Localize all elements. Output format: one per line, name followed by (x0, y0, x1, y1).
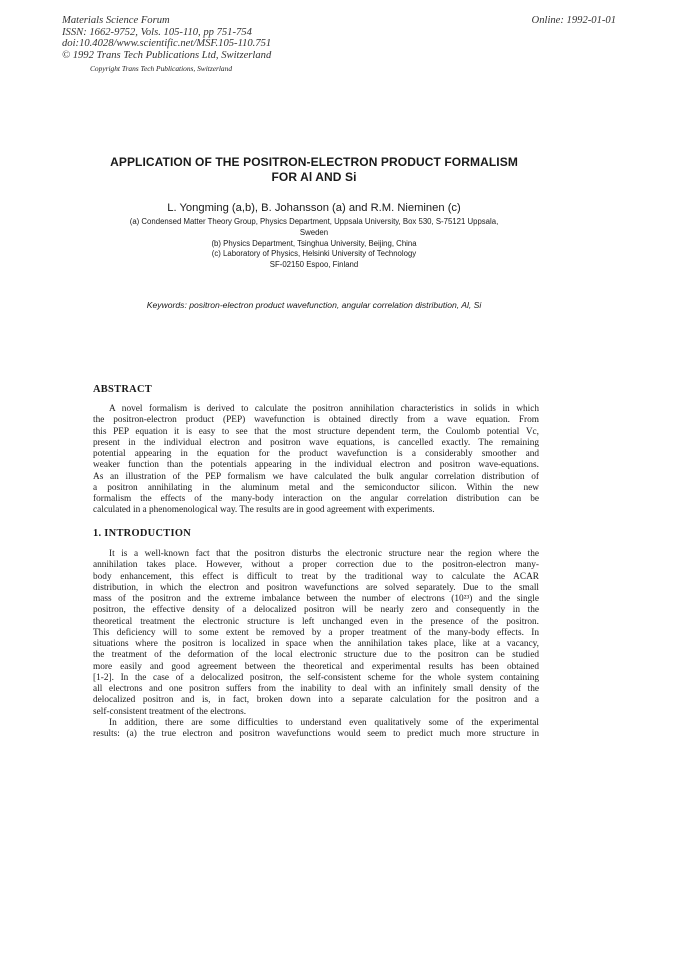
text-line: results: (a) the true electron and positron wavefunctions would seem to predict much more structure in (93, 729, 539, 740)
text-line: present in the individual electron and positron wave equations, is cancelled exactly. The remaining (93, 437, 539, 448)
text-line: annihilation takes place. However, without a proper correction due to the positron-electron many- (93, 560, 539, 571)
keywords: Keywords: positron-electron product wavefunction, angular correlation distribution, Al, Si (146, 300, 482, 310)
issn-line: ISSN: 1662-9752, Vols. 105-110, pp 751-754 (62, 26, 252, 38)
journal-header (62, 15, 271, 75)
abstract-body (93, 404, 539, 517)
title-line-1: APPLICATION OF THE POSITRON-ELECTRON PRODUCT FORMALISM (110, 155, 518, 169)
text-line: situations where the positron is localized in space when the annihilation takes place, like at a vacancy, (93, 639, 539, 649)
text-line: the treatment of the deformation of the local electronic structure due to the positron can be studied (93, 650, 539, 661)
text-line: positron, the effective density of a delocalized positron will be nearly zero and consequently in the (93, 605, 539, 616)
text-line: theoretical treatment the electronic structure is left unchanged even in the presence of the positron. (93, 616, 539, 627)
text-line: self-consistent treatment of the electrons. (93, 706, 247, 717)
text-line: potential appearing in the equation for the product wavefunction is a considerably smoother and (93, 449, 539, 459)
introduction-para-1 (93, 549, 539, 718)
text-line: the positron-electron product (PEP) wavefunction is obtained directly from a wave equation. From (93, 415, 539, 426)
affiliation-line: SF-02150 Espoo, Finland (269, 260, 359, 270)
introduction-para-2 (93, 718, 539, 741)
text-line: all electrons and one positron suffers from the inability to deal with an infinitely small density of the (93, 684, 539, 694)
text-line: delocalized positron and is, in fact, broken down into a separate calculation for the positron and a (93, 695, 539, 706)
text-line: In addition, there are some difficulties to understand even qualitatively some of the experimental (109, 718, 539, 728)
text-line: this PEP equation it is easy to see that the most structure dependent term, the Coulomb potential Vc, (93, 426, 539, 437)
text-line: weaker function than the potentials appearing in the individual electron and positron wave-equations. (93, 460, 539, 471)
affiliations (62, 217, 566, 271)
affiliation-line: Sweden (299, 227, 329, 237)
text-line: It is a well-known fact that the positron disturbs the electronic structure near the region where the (109, 549, 539, 559)
journal-name: Materials Science Forum (62, 15, 170, 26)
introduction-heading: 1. INTRODUCTION (93, 528, 192, 539)
title-line-2: FOR Al AND Si (271, 170, 357, 184)
text-line: more easily and good agreement between the theoretical and experimental results has been obtained (93, 661, 539, 672)
text-line: distribution, in which the electron and positron wavefunctions are solved separately. Due to the small (93, 582, 539, 593)
abstract-heading: ABSTRACT (93, 384, 152, 395)
online-date: Online: 1992-01-01 (531, 15, 616, 26)
affiliation-line: (a) Condensed Matter Theory Group, Physics Department, Uppsala University, Box 530, S-75121 Uppsala, (129, 217, 499, 226)
copyright-small: Copyright Trans Tech Publications, Switzerland (90, 64, 233, 74)
affiliation-line: (b) Physics Department, Tsinghua University, Beijing, China (211, 238, 417, 248)
text-line: a positron annihilating in the aluminum metal and the semiconductor silicon. Within the new (93, 482, 539, 493)
text-line: A novel formalism is derived to calculate the positron annihilation characteristics in solids in which (109, 404, 539, 414)
copyright-line: © 1992 Trans Tech Publications Ltd, Switzerland (62, 49, 272, 61)
paper-title (62, 155, 566, 185)
authors: L. Yongming (a,b), B. Johansson (a) and R.M. Nieminen (c) (167, 202, 461, 214)
text-line: formalism the effects of the many-body interaction on the angular correlation distribution can be (93, 494, 539, 504)
doi-line: doi:10.4028/www.scientific.net/MSF.105-110.751 (62, 38, 272, 50)
affiliation-line: (c) Laboratory of Physics, Helsinki University of Technology (211, 249, 417, 259)
text-line: As an illustration of the PEP formalism we have calculated the bulk angular correlation distribution of (93, 471, 539, 482)
text-line: mass of the positron and the extreme imbalance between the number of electrons (10²³) and the single (93, 594, 539, 604)
text-line: This deficiency will to some extent be removed by a proper treatment of the many-body effects. In (93, 627, 539, 638)
text-line: [1-2]. In the case of a delocalized positron, the self-consistent scheme for the whole system containing (93, 672, 539, 683)
text-line: body enhancement, this effect is difficult to treat by the traditional way to calculate the ACAR (93, 571, 539, 582)
text-line: calculated in a phenomenological way. The results are in good agreement with experiments. (93, 505, 435, 516)
